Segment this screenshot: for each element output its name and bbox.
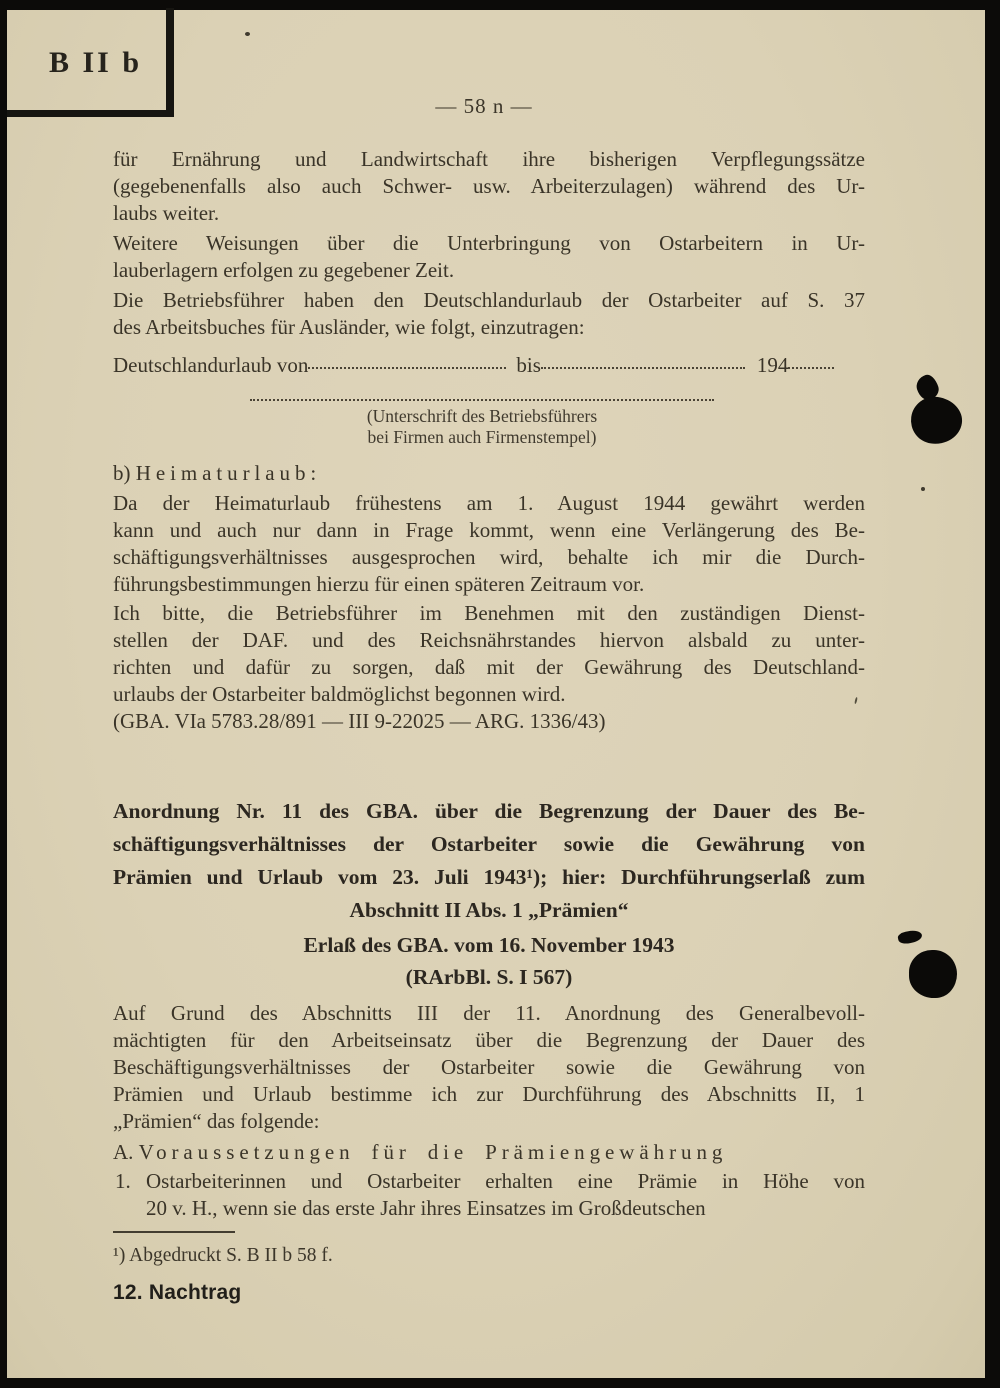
- text-line: des Arbeitsbuches für Ausländer, wie folgt, einzutragen:: [113, 315, 585, 339]
- text-line: schäftigungsverhältnisses ausgesprochen wird, behalte ich mir die Durch-: [113, 545, 865, 569]
- text-line: Prämien und Urlaub vom 23. Juli 1943¹); hier: Durchführungserlaß zum: [113, 865, 865, 889]
- signature-caption: [250, 406, 714, 448]
- paragraph-auf-grund: [113, 1000, 865, 1135]
- heading-prefix: b): [113, 461, 131, 485]
- signature-caption-line2: bei Firmen auch Firmenstempel): [367, 427, 597, 447]
- text-line: für Ernährung und Landwirtschaft ihre bisherigen Verpflegungssätze: [113, 147, 865, 171]
- text-line: Beschäftigungsverhältnisses der Ostarbeiter sowie die Gewährung von: [113, 1055, 865, 1079]
- text-line: Prämien und Urlaub bestimme ich zur Durchführung des Abschnitts II, 1: [113, 1082, 865, 1106]
- form-blank-from: [308, 367, 506, 369]
- scan-speck: [245, 32, 250, 36]
- text-line: laubs weiter.: [113, 201, 220, 225]
- footnote-separator: [113, 1231, 235, 1233]
- text-line: führungsbestimmungen hierzu für einen späteren Zeitraum vor.: [113, 572, 645, 596]
- text-column: [113, 146, 865, 1306]
- text-line: urlaubs der Ostarbeiter baldmöglichst begonnen wird.: [113, 682, 566, 706]
- text-line: stellen der DAF. und des Reichsnährstandes hiervon alsbald zu unter-: [113, 628, 865, 652]
- heading-heimaturlaub: [113, 460, 865, 487]
- paragraph-betriebsfuehrer: [113, 287, 865, 341]
- form-line-deutschlandurlaub: [113, 352, 865, 379]
- text-line: Anordnung Nr. 11 des GBA. über die Begrenzung der Dauer des Be-: [113, 799, 865, 823]
- list-item-body: [146, 1168, 865, 1222]
- page-number: — 58 n —: [435, 94, 533, 118]
- heading-section-a: [113, 1139, 865, 1166]
- section-tab-label: B II b: [48, 46, 143, 79]
- text-line: Die Betriebsführer haben den Deutschlandurlaub der Ostarbeiter auf S. 37: [113, 288, 865, 312]
- section-tab-box: [7, 8, 174, 117]
- ink-blot-bottom: [909, 950, 957, 998]
- decree-heading: [113, 795, 865, 927]
- list-item-marker: 1.: [115, 1169, 131, 1193]
- text-line: kann und auch nur dann in Frage kommt, wenn eine Verlängerung des Be-: [113, 518, 865, 542]
- form-blank-year: [788, 367, 834, 369]
- text-line: Ostarbeiterinnen und Ostarbeiter erhalten eine Prämie in Höhe von: [146, 1169, 865, 1193]
- paragraph-verpflegung: [113, 146, 865, 227]
- reference-line-gba: (GBA. VIa 5783.28/891 — III 9-22025 — ARG. 1336/43): [113, 709, 606, 733]
- text-line: 20 v. H., wenn sie das erste Jahr ihres Einsatzes im Großdeutschen: [146, 1196, 706, 1220]
- text-line: Da der Heimaturlaub frühestens am 1. August 1944 gewährt werden: [113, 491, 865, 515]
- signature-dotted-line: [250, 399, 714, 401]
- text-line: „Prämien“ das folgende:: [113, 1109, 320, 1133]
- decree-subheading-rarbbl: (RArbBl. S. I 567): [405, 965, 573, 989]
- list-item-1: [113, 1168, 865, 1222]
- text-line: mächtigten für den Arbeitseinsatz über die Begrenzung der Dauer des: [113, 1028, 865, 1052]
- heading-title: Heimaturlaub:: [135, 461, 322, 485]
- text-line: (gegebenenfalls also auch Schwer- usw. Arbeiterzulagen) während des Ur-: [113, 174, 865, 198]
- paragraph-weisungen: [113, 230, 865, 284]
- paragraph-heimaturlaub: [113, 490, 865, 598]
- form-label-bis: bis: [516, 353, 541, 377]
- section-a-prefix: A.: [113, 1140, 134, 1164]
- text-line: Auf Grund des Abschnitts III der 11. Anordnung des Generalbevoll-: [113, 1001, 865, 1025]
- form-blank-to: [541, 367, 745, 369]
- text-line: richten und dafür zu sorgen, daß mit der Gewährung des Deutschland-: [113, 655, 865, 679]
- scan-speck: [921, 487, 925, 491]
- footnote-text: ¹) Abgedruckt S. B II b 58 f.: [113, 1245, 333, 1266]
- paragraph-ich-bitte: [113, 600, 865, 708]
- text-line: Abschnitt II Abs. 1 „Prämien“: [349, 898, 629, 922]
- text-line: Ich bitte, die Betriebsführer im Benehmen mit den zuständigen Dienst-: [113, 601, 865, 625]
- supplement-label: 12. Nachtrag: [113, 1281, 242, 1304]
- form-label-von: Deutschlandurlaub von: [113, 353, 309, 377]
- signature-caption-line1: (Unterschrift des Betriebsführers: [366, 406, 598, 426]
- document-page: [7, 10, 985, 1378]
- text-line: lauberlagern erfolgen zu gegebener Zeit.: [113, 258, 455, 282]
- form-label-194: 194: [756, 353, 789, 377]
- text-line: Weitere Weisungen über die Unterbringung von Ostarbeitern in Ur-: [113, 231, 865, 255]
- text-line: schäftigungsverhältnisses der Ostarbeiter sowie die Gewährung von: [113, 832, 865, 856]
- decree-subheading-erlass: Erlaß des GBA. vom 16. November 1943: [303, 933, 675, 957]
- section-a-title: Voraussetzungen für die Prämiengewährung: [138, 1140, 728, 1164]
